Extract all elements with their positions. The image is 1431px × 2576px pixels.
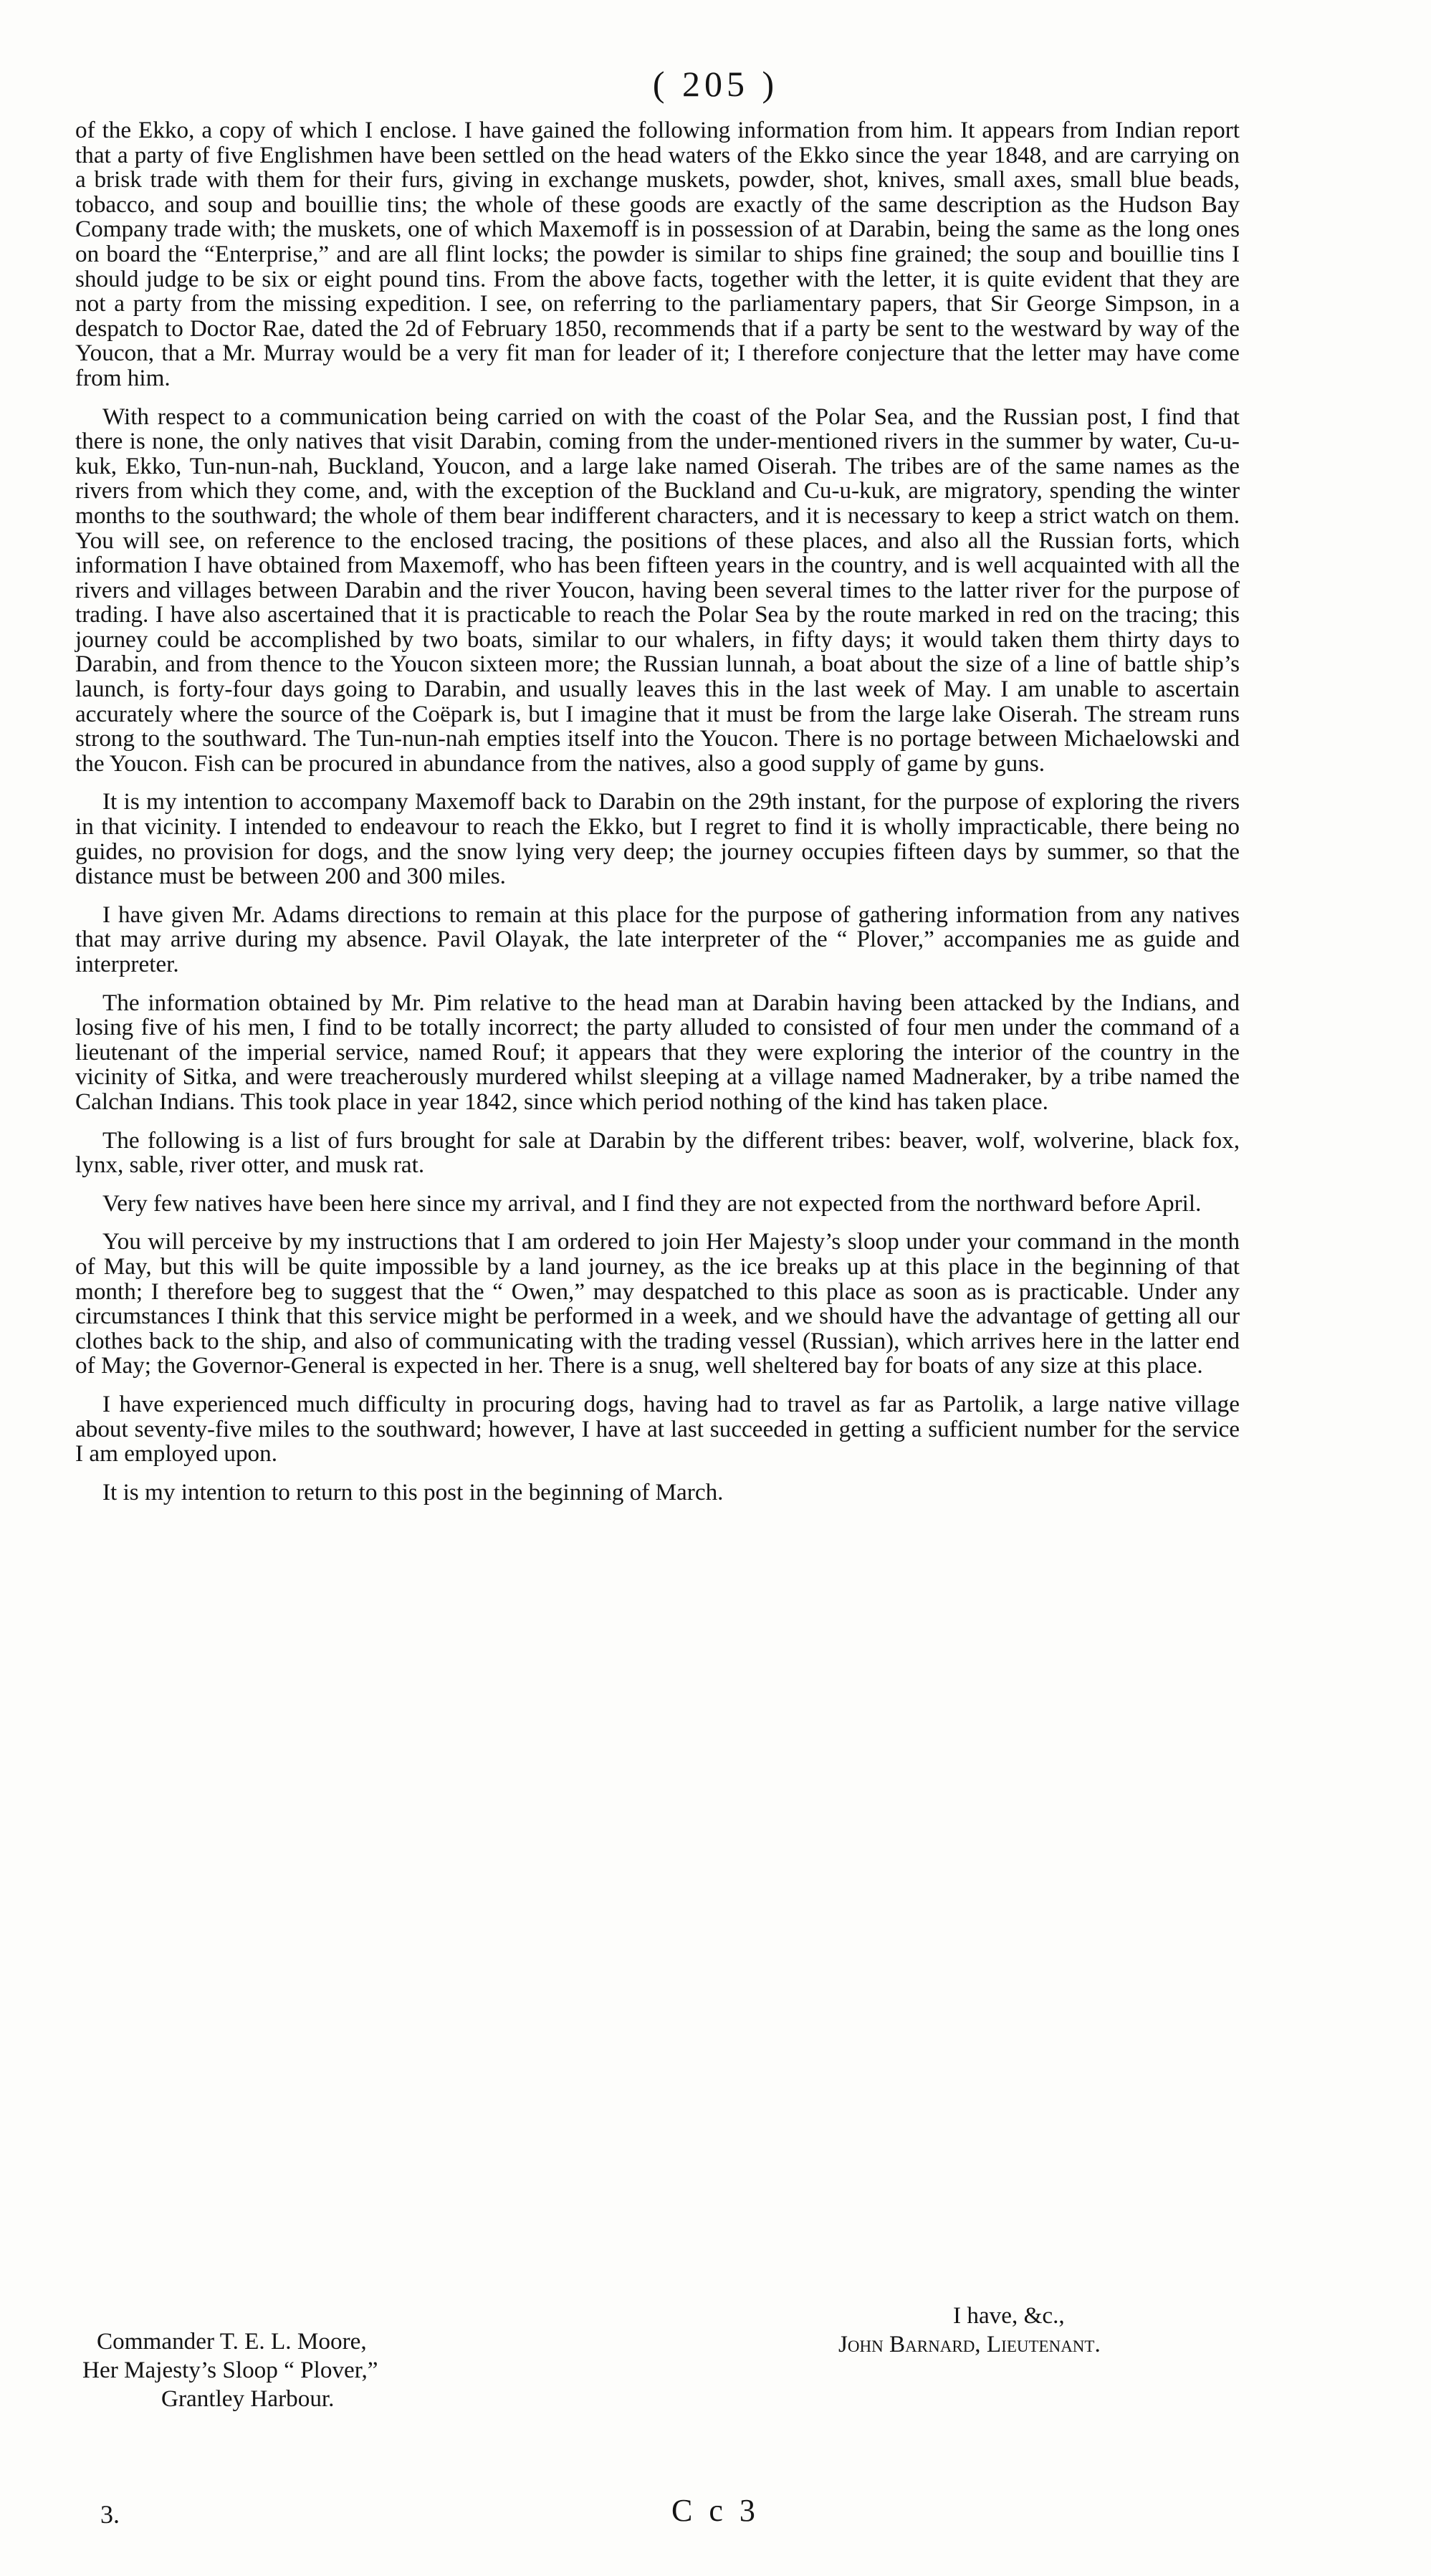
paragraph-darabin-journey: It is my intention to accompany Maxemoff back to Darabin on the 29th instant, for the purpose of exploring the rivers in that vicinity. I intended to endeavour to reach the Ekko, but I regret to find it is wholly impracticable, there being no guides, no provision for dogs, and the snow lying very deep; the journey occupies fifteen days by summer, so that the distance must be between 200 and 300 miles. — [75, 788, 1240, 890]
paragraph-few-natives: Very few natives have been here since my arrival, and I find they are not expected from the northward before April. — [102, 1189, 1202, 1217]
addressee-vessel: Her Majesty’s Sloop “ Plover,” — [82, 2357, 378, 2383]
closing — [838, 2302, 1240, 2359]
paragraph-adams-directions: I have given Mr. Adams directions to remain at this place for the purpose of gathering information from any natives that may arrive during my absence. Pavil Olayak, the late interpreter of the “ Plover,” accompanies me as guide and interpreter. — [75, 901, 1240, 977]
addressee-location: Grantley Harbour. — [161, 2385, 335, 2412]
footer-number: 3. — [100, 2500, 120, 2529]
addressee-name: Commander T. E. L. Moore, — [97, 2328, 367, 2355]
paragraph-ekko-report: of the Ekko, a copy of which I enclose. I have gained the following information from him. It appears from Indian report that a party of five Englishmen have been settled on the head waters of the Ekko since the year 1848, and are carrying on a brisk trade with them for their furs, giving in exchange muskets, powder, shot, knives, small axes, small blue beads, tobacco, and soup and bouillie tins; the whole of these goods are exactly of the same description as the Hudson Bay Company trade with; the muskets, one of which Maxemoff is in possession of at Darabin, being the same as the long ones on board the “Enterprise,” and are all flint locks; the powder is similar to ships fine grained; the soup and bouillie tins I should judge to be six or eight pound tins. From the above facts, together with the letter, it is quite evident that they are not a party from the missing expedition. I see, on referring to the parliamentary papers, that Sir George Simpson, in a despatch to Doctor Rae, dated the 2d of February 1850, recommends that if a party be sent to the westward by way of the Youcon, that a Mr. Murray would be a very fit man for leader of it; I therefore conjecture that the letter may have come from him. — [75, 117, 1240, 391]
closing-greeting: I have, &c., — [953, 2302, 1065, 2329]
paragraph-instructions: You will perceive by my instructions that I am ordered to join Her Majesty’s sloop under your command in the month of May, but this will be quite impossible by a land journey, as the ice breaks up at this place in the beginning of that month; I therefore beg to suggest that the “ Owen,” may despatched to this place as soon as is practicable. Under any circumstances I think that this service might be performed in a week, and we should have the advantage of getting all our clothes back to the ship, and also of communicating with the trading vessel (Russian), which arrives here in the latter end of May; the Governor-General is expected in her. There is a snug, well sheltered bay for boats of any size at this place. — [75, 1228, 1240, 1379]
paragraph-return: It is my intention to return to this post in the beginning of March. — [102, 1478, 724, 1505]
signature-block — [75, 2302, 1240, 2412]
letter-body — [75, 118, 1240, 1518]
footer-signature-mark: C c 3 — [671, 2493, 760, 2528]
paragraph-furs-list: The following is a list of furs brought for sale at Darabin by the different tribes: beaver, wolf, wolverine, black fox, lynx, sable, river otter, and musk rat. — [75, 1126, 1240, 1179]
paragraph-dogs: I have experienced much difficulty in procuring dogs, having had to travel as far as Partolik, a large native village about seventy-five miles to the southward; however, I have at last succeeded in getting a sufficient number for the service I am employed upon. — [75, 1390, 1240, 1467]
addressee — [82, 2327, 378, 2413]
page-number: ( 205 ) — [652, 64, 779, 104]
closing-signer: John Barnard, Lieutenant. — [838, 2331, 1101, 2357]
paragraph-polar-sea-communication: With respect to a communication being carried on with the coast of the Polar Sea, and the Russian post, I find that there is none, the only natives that visit Darabin, coming from the under-mentioned rivers in the summer by water, Cu-u-kuk, Ekko, Tun-nun-nah, Buckland, Youcon, and a large lake named Oiserah. The tribes are of the same names as the rivers from which they come, and, with the exception of the Buckland and Cu-u-kuk, are migratory, spending the winter months to the southward; the whole of them bear indifferent characters, and it is necessary to keep a strict watch on them. You will see, on reference to the enclosed tracing, the positions of these places, and also all the Russian forts, which information I have obtained from Maxemoff, who has been fifteen years in the country, and is well acquainted with all the rivers and villages between Darabin and the river Youcon, having been several times to the latter river for the purpose of trading. I have also ascertained that it is practicable to reach the Polar Sea by the route marked in red on the tracing; this journey could be accomplished by two boats, similar to our whalers, in fifty days; it would taken them thirty days to Darabin, and from thence to the Youcon sixteen more; the Russian lunnah, a boat about the size of a line of battle ship’s launch, is forty-four days going to Darabin, and usually leaves this in the last week of May. I am unable to ascertain accurately where the source of the Coëpark is, but I imagine that it must be from the large lake Oiserah. The stream runs strong to the southward. The Tun-nun-nah empties itself into the Youcon. There is no portage between Michaelowski and the Youcon. Fish can be procured in abundance from the natives, also a good supply of game by guns. — [75, 403, 1240, 777]
paragraph-pim-information: The information obtained by Mr. Pim relative to the head man at Darabin having been attacked by the Indians, and losing five of his men, I find to be totally incorrect; the party alluded to consisted of four men under the command of a lieutenant of the imperial service, named Rouf; it appears that they were exploring the interior of the country in the vicinity of Sitka, and were treacherously murdered whilst sleeping at a village named Madneraker, by a tribe named the Calchan Indians. This took place in year 1842, since which period nothing of the kind has taken place. — [75, 989, 1240, 1115]
